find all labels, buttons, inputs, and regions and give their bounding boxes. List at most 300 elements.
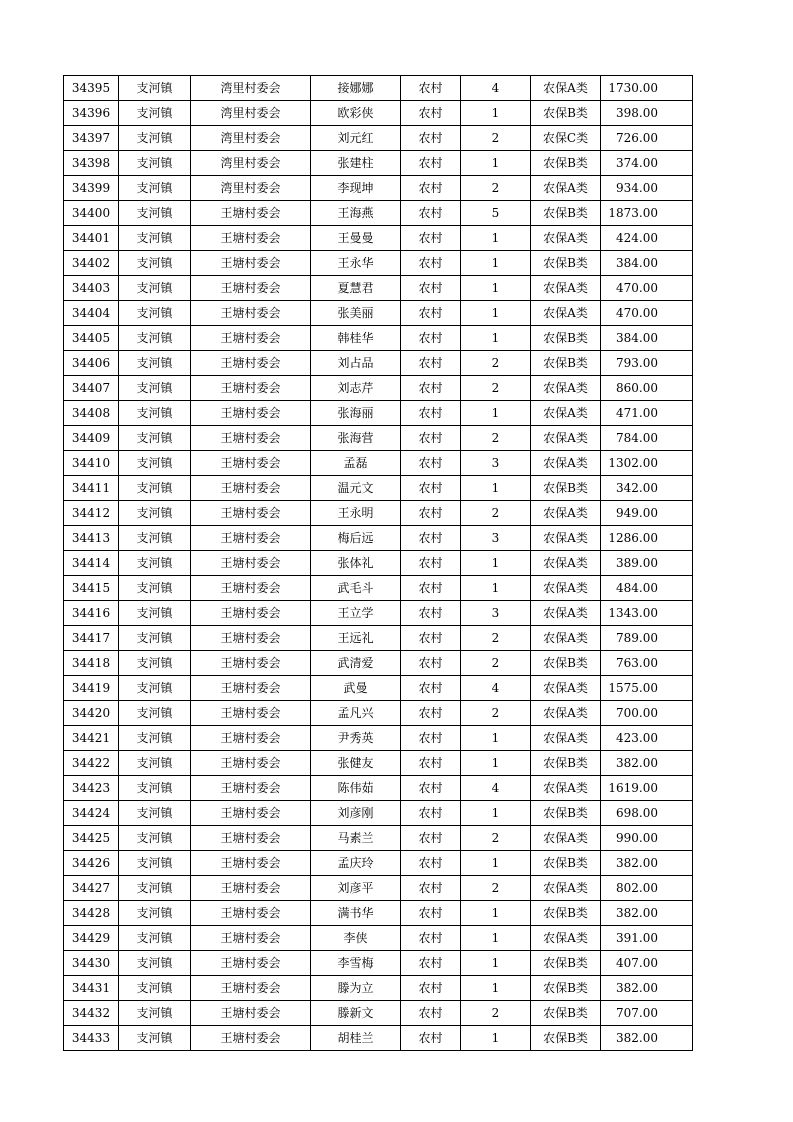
cell-name: 刘占品 (311, 351, 401, 376)
cell-serial: 34424 (64, 801, 119, 826)
cell-amount: 407.00 (601, 951, 693, 976)
cell-town: 支河镇 (119, 251, 191, 276)
cell-serial: 34409 (64, 426, 119, 451)
cell-town: 支河镇 (119, 976, 191, 1001)
cell-village: 王塘村委会 (191, 751, 311, 776)
cell-residence_type: 农村 (401, 1001, 461, 1026)
cell-residence_type: 农村 (401, 676, 461, 701)
cell-person_count: 4 (461, 676, 531, 701)
cell-serial: 34413 (64, 526, 119, 551)
cell-village: 王塘村委会 (191, 526, 311, 551)
cell-village: 湾里村委会 (191, 176, 311, 201)
cell-name: 滕新文 (311, 1001, 401, 1026)
cell-insurance_category: 农保B类 (531, 801, 601, 826)
cell-name: 张体礼 (311, 551, 401, 576)
cell-town: 支河镇 (119, 301, 191, 326)
cell-name: 夏慧君 (311, 276, 401, 301)
cell-village: 王塘村委会 (191, 976, 311, 1001)
cell-town: 支河镇 (119, 601, 191, 626)
cell-serial: 34425 (64, 826, 119, 851)
cell-name: 刘彦刚 (311, 801, 401, 826)
cell-person_count: 1 (461, 851, 531, 876)
cell-name: 马素兰 (311, 826, 401, 851)
table-row (64, 726, 693, 751)
cell-residence_type: 农村 (401, 101, 461, 126)
cell-residence_type: 农村 (401, 451, 461, 476)
cell-residence_type: 农村 (401, 626, 461, 651)
cell-name: 王曼曼 (311, 226, 401, 251)
cell-serial: 34406 (64, 351, 119, 376)
table-row (64, 601, 693, 626)
cell-amount: 784.00 (601, 426, 693, 451)
cell-insurance_category: 农保A类 (531, 176, 601, 201)
cell-insurance_category: 农保A类 (531, 826, 601, 851)
cell-person_count: 1 (461, 276, 531, 301)
cell-amount: 384.00 (601, 251, 693, 276)
cell-amount: 382.00 (601, 851, 693, 876)
cell-village: 王塘村委会 (191, 251, 311, 276)
cell-town: 支河镇 (119, 151, 191, 176)
table-row (64, 476, 693, 501)
cell-residence_type: 农村 (401, 526, 461, 551)
cell-amount: 389.00 (601, 551, 693, 576)
cell-name: 孟庆玲 (311, 851, 401, 876)
cell-insurance_category: 农保B类 (531, 151, 601, 176)
cell-insurance_category: 农保B类 (531, 1026, 601, 1051)
table-row (64, 501, 693, 526)
table-row (64, 626, 693, 651)
cell-serial: 34433 (64, 1026, 119, 1051)
cell-amount: 1730.00 (601, 76, 693, 101)
cell-insurance_category: 农保B类 (531, 901, 601, 926)
cell-village: 王塘村委会 (191, 951, 311, 976)
cell-insurance_category: 农保A类 (531, 676, 601, 701)
cell-residence_type: 农村 (401, 726, 461, 751)
cell-town: 支河镇 (119, 851, 191, 876)
cell-serial: 34405 (64, 326, 119, 351)
cell-person_count: 1 (461, 576, 531, 601)
cell-name: 武毛斗 (311, 576, 401, 601)
cell-insurance_category: 农保B类 (531, 476, 601, 501)
cell-name: 张美丽 (311, 301, 401, 326)
table-row (64, 801, 693, 826)
cell-village: 王塘村委会 (191, 426, 311, 451)
cell-town: 支河镇 (119, 501, 191, 526)
cell-residence_type: 农村 (401, 551, 461, 576)
table-row (64, 751, 693, 776)
cell-residence_type: 农村 (401, 1026, 461, 1051)
cell-person_count: 4 (461, 776, 531, 801)
cell-amount: 763.00 (601, 651, 693, 676)
table-row (64, 151, 693, 176)
cell-residence_type: 农村 (401, 901, 461, 926)
cell-serial: 34397 (64, 126, 119, 151)
cell-person_count: 2 (461, 1001, 531, 1026)
cell-serial: 34418 (64, 651, 119, 676)
cell-serial: 34402 (64, 251, 119, 276)
cell-village: 王塘村委会 (191, 551, 311, 576)
cell-residence_type: 农村 (401, 576, 461, 601)
table-row (64, 326, 693, 351)
table-row (64, 351, 693, 376)
cell-amount: 789.00 (601, 626, 693, 651)
cell-residence_type: 农村 (401, 851, 461, 876)
cell-town: 支河镇 (119, 176, 191, 201)
cell-town: 支河镇 (119, 776, 191, 801)
table-row (64, 426, 693, 451)
cell-serial: 34415 (64, 576, 119, 601)
table-row (64, 76, 693, 101)
cell-town: 支河镇 (119, 101, 191, 126)
cell-residence_type: 农村 (401, 876, 461, 901)
cell-village: 王塘村委会 (191, 901, 311, 926)
cell-amount: 1619.00 (601, 776, 693, 801)
cell-person_count: 2 (461, 176, 531, 201)
cell-insurance_category: 农保B类 (531, 351, 601, 376)
cell-name: 张建柱 (311, 151, 401, 176)
cell-amount: 424.00 (601, 226, 693, 251)
cell-amount: 471.00 (601, 401, 693, 426)
cell-town: 支河镇 (119, 276, 191, 301)
table-row (64, 551, 693, 576)
cell-person_count: 2 (461, 651, 531, 676)
cell-name: 李现坤 (311, 176, 401, 201)
cell-person_count: 1 (461, 926, 531, 951)
cell-village: 王塘村委会 (191, 651, 311, 676)
cell-person_count: 3 (461, 451, 531, 476)
cell-town: 支河镇 (119, 1001, 191, 1026)
cell-person_count: 3 (461, 526, 531, 551)
table-row (64, 401, 693, 426)
cell-insurance_category: 农保A类 (531, 501, 601, 526)
cell-amount: 860.00 (601, 376, 693, 401)
cell-person_count: 1 (461, 401, 531, 426)
cell-insurance_category: 农保C类 (531, 126, 601, 151)
cell-serial: 34426 (64, 851, 119, 876)
table-row (64, 876, 693, 901)
cell-town: 支河镇 (119, 76, 191, 101)
cell-residence_type: 农村 (401, 151, 461, 176)
cell-person_count: 3 (461, 601, 531, 626)
cell-person_count: 1 (461, 101, 531, 126)
cell-amount: 698.00 (601, 801, 693, 826)
cell-person_count: 1 (461, 726, 531, 751)
cell-serial: 34395 (64, 76, 119, 101)
cell-person_count: 1 (461, 251, 531, 276)
cell-amount: 484.00 (601, 576, 693, 601)
table-row (64, 926, 693, 951)
cell-amount: 1575.00 (601, 676, 693, 701)
cell-village: 湾里村委会 (191, 101, 311, 126)
cell-serial: 34396 (64, 101, 119, 126)
cell-insurance_category: 农保A类 (531, 401, 601, 426)
cell-town: 支河镇 (119, 526, 191, 551)
cell-residence_type: 农村 (401, 801, 461, 826)
cell-amount: 949.00 (601, 501, 693, 526)
cell-insurance_category: 农保A类 (531, 526, 601, 551)
cell-residence_type: 农村 (401, 276, 461, 301)
cell-person_count: 5 (461, 201, 531, 226)
cell-village: 王塘村委会 (191, 576, 311, 601)
cell-town: 支河镇 (119, 451, 191, 476)
cell-residence_type: 农村 (401, 426, 461, 451)
cell-person_count: 1 (461, 476, 531, 501)
cell-town: 支河镇 (119, 376, 191, 401)
cell-serial: 34421 (64, 726, 119, 751)
cell-residence_type: 农村 (401, 201, 461, 226)
cell-amount: 382.00 (601, 751, 693, 776)
cell-village: 王塘村委会 (191, 226, 311, 251)
cell-amount: 382.00 (601, 1026, 693, 1051)
cell-person_count: 2 (461, 876, 531, 901)
cell-village: 王塘村委会 (191, 451, 311, 476)
cell-name: 孟凡兴 (311, 701, 401, 726)
cell-amount: 382.00 (601, 901, 693, 926)
table-row (64, 126, 693, 151)
cell-town: 支河镇 (119, 801, 191, 826)
cell-village: 王塘村委会 (191, 826, 311, 851)
cell-village: 王塘村委会 (191, 1026, 311, 1051)
cell-amount: 342.00 (601, 476, 693, 501)
table-row (64, 676, 693, 701)
cell-serial: 34414 (64, 551, 119, 576)
cell-residence_type: 农村 (401, 326, 461, 351)
cell-insurance_category: 农保A类 (531, 926, 601, 951)
cell-insurance_category: 农保A类 (531, 451, 601, 476)
cell-village: 王塘村委会 (191, 326, 311, 351)
records-table-body (64, 76, 693, 1051)
table-row (64, 776, 693, 801)
cell-amount: 990.00 (601, 826, 693, 851)
table-row (64, 576, 693, 601)
cell-amount: 1873.00 (601, 201, 693, 226)
cell-town: 支河镇 (119, 551, 191, 576)
cell-town: 支河镇 (119, 826, 191, 851)
cell-serial: 34407 (64, 376, 119, 401)
table-row (64, 901, 693, 926)
cell-village: 王塘村委会 (191, 476, 311, 501)
cell-serial: 34404 (64, 301, 119, 326)
cell-town: 支河镇 (119, 426, 191, 451)
table-row (64, 851, 693, 876)
cell-village: 王塘村委会 (191, 876, 311, 901)
cell-serial: 34422 (64, 751, 119, 776)
cell-person_count: 2 (461, 126, 531, 151)
cell-name: 胡桂兰 (311, 1026, 401, 1051)
cell-insurance_category: 农保A类 (531, 576, 601, 601)
cell-town: 支河镇 (119, 951, 191, 976)
cell-village: 王塘村委会 (191, 276, 311, 301)
cell-amount: 1286.00 (601, 526, 693, 551)
table-row (64, 526, 693, 551)
cell-village: 王塘村委会 (191, 301, 311, 326)
cell-town: 支河镇 (119, 351, 191, 376)
cell-insurance_category: 农保A类 (531, 626, 601, 651)
cell-residence_type: 农村 (401, 476, 461, 501)
cell-person_count: 2 (461, 426, 531, 451)
cell-amount: 1302.00 (601, 451, 693, 476)
cell-town: 支河镇 (119, 576, 191, 601)
cell-name: 武曼 (311, 676, 401, 701)
cell-name: 梅后远 (311, 526, 401, 551)
cell-village: 王塘村委会 (191, 1001, 311, 1026)
cell-village: 王塘村委会 (191, 376, 311, 401)
cell-name: 满书华 (311, 901, 401, 926)
cell-name: 张海丽 (311, 401, 401, 426)
cell-residence_type: 农村 (401, 251, 461, 276)
cell-residence_type: 农村 (401, 376, 461, 401)
cell-residence_type: 农村 (401, 126, 461, 151)
table-row (64, 651, 693, 676)
cell-town: 支河镇 (119, 401, 191, 426)
cell-residence_type: 农村 (401, 301, 461, 326)
cell-name: 张健友 (311, 751, 401, 776)
cell-name: 尹秀英 (311, 726, 401, 751)
cell-serial: 34427 (64, 876, 119, 901)
cell-person_count: 1 (461, 226, 531, 251)
table-row (64, 276, 693, 301)
cell-person_count: 2 (461, 376, 531, 401)
cell-amount: 423.00 (601, 726, 693, 751)
cell-amount: 700.00 (601, 701, 693, 726)
cell-village: 王塘村委会 (191, 501, 311, 526)
cell-serial: 34420 (64, 701, 119, 726)
cell-insurance_category: 农保A类 (531, 776, 601, 801)
cell-village: 王塘村委会 (191, 726, 311, 751)
cell-village: 王塘村委会 (191, 851, 311, 876)
table-row (64, 376, 693, 401)
table-row (64, 701, 693, 726)
cell-amount: 470.00 (601, 301, 693, 326)
cell-person_count: 1 (461, 551, 531, 576)
cell-town: 支河镇 (119, 901, 191, 926)
cell-name: 刘彦平 (311, 876, 401, 901)
cell-person_count: 1 (461, 976, 531, 1001)
cell-serial: 34431 (64, 976, 119, 1001)
cell-serial: 34419 (64, 676, 119, 701)
cell-name: 刘志芹 (311, 376, 401, 401)
cell-person_count: 1 (461, 326, 531, 351)
cell-serial: 34403 (64, 276, 119, 301)
cell-name: 滕为立 (311, 976, 401, 1001)
cell-amount: 391.00 (601, 926, 693, 951)
cell-town: 支河镇 (119, 701, 191, 726)
cell-town: 支河镇 (119, 751, 191, 776)
cell-insurance_category: 农保B类 (531, 651, 601, 676)
cell-amount: 470.00 (601, 276, 693, 301)
cell-residence_type: 农村 (401, 701, 461, 726)
cell-village: 王塘村委会 (191, 201, 311, 226)
cell-town: 支河镇 (119, 1026, 191, 1051)
cell-name: 王永华 (311, 251, 401, 276)
cell-town: 支河镇 (119, 651, 191, 676)
cell-amount: 726.00 (601, 126, 693, 151)
cell-insurance_category: 农保A类 (531, 701, 601, 726)
cell-insurance_category: 农保B类 (531, 851, 601, 876)
cell-person_count: 4 (461, 76, 531, 101)
cell-insurance_category: 农保A类 (531, 876, 601, 901)
cell-insurance_category: 农保A类 (531, 551, 601, 576)
cell-insurance_category: 农保A类 (531, 76, 601, 101)
cell-residence_type: 农村 (401, 976, 461, 1001)
cell-village: 王塘村委会 (191, 676, 311, 701)
records-table (63, 75, 693, 1051)
cell-residence_type: 农村 (401, 926, 461, 951)
cell-serial: 34398 (64, 151, 119, 176)
cell-village: 湾里村委会 (191, 76, 311, 101)
cell-serial: 34430 (64, 951, 119, 976)
cell-serial: 34411 (64, 476, 119, 501)
cell-serial: 34432 (64, 1001, 119, 1026)
cell-serial: 34401 (64, 226, 119, 251)
table-row (64, 176, 693, 201)
cell-village: 王塘村委会 (191, 401, 311, 426)
cell-name: 王立学 (311, 601, 401, 626)
cell-person_count: 2 (461, 826, 531, 851)
cell-residence_type: 农村 (401, 176, 461, 201)
cell-name: 李雪梅 (311, 951, 401, 976)
table-row (64, 101, 693, 126)
cell-insurance_category: 农保B类 (531, 251, 601, 276)
cell-amount: 374.00 (601, 151, 693, 176)
cell-person_count: 1 (461, 751, 531, 776)
cell-town: 支河镇 (119, 476, 191, 501)
cell-amount: 1343.00 (601, 601, 693, 626)
cell-residence_type: 农村 (401, 651, 461, 676)
cell-town: 支河镇 (119, 626, 191, 651)
cell-person_count: 1 (461, 801, 531, 826)
cell-town: 支河镇 (119, 226, 191, 251)
cell-name: 欧彩侠 (311, 101, 401, 126)
cell-town: 支河镇 (119, 201, 191, 226)
cell-amount: 382.00 (601, 976, 693, 1001)
cell-name: 刘元红 (311, 126, 401, 151)
cell-serial: 34428 (64, 901, 119, 926)
cell-name: 陈伟茹 (311, 776, 401, 801)
cell-person_count: 1 (461, 301, 531, 326)
cell-residence_type: 农村 (401, 351, 461, 376)
table-row (64, 201, 693, 226)
cell-town: 支河镇 (119, 926, 191, 951)
cell-person_count: 1 (461, 901, 531, 926)
cell-residence_type: 农村 (401, 226, 461, 251)
table-row (64, 301, 693, 326)
cell-person_count: 2 (461, 351, 531, 376)
cell-serial: 34416 (64, 601, 119, 626)
cell-town: 支河镇 (119, 676, 191, 701)
cell-insurance_category: 农保A类 (531, 601, 601, 626)
cell-amount: 398.00 (601, 101, 693, 126)
cell-amount: 384.00 (601, 326, 693, 351)
cell-town: 支河镇 (119, 326, 191, 351)
cell-amount: 707.00 (601, 1001, 693, 1026)
cell-insurance_category: 农保A类 (531, 426, 601, 451)
table-row (64, 826, 693, 851)
cell-residence_type: 农村 (401, 776, 461, 801)
cell-name: 张海营 (311, 426, 401, 451)
cell-town: 支河镇 (119, 126, 191, 151)
cell-insurance_category: 农保A类 (531, 376, 601, 401)
cell-serial: 34399 (64, 176, 119, 201)
cell-village: 王塘村委会 (191, 801, 311, 826)
table-row (64, 951, 693, 976)
cell-person_count: 2 (461, 701, 531, 726)
cell-serial: 34410 (64, 451, 119, 476)
cell-insurance_category: 农保B类 (531, 101, 601, 126)
cell-person_count: 1 (461, 951, 531, 976)
cell-insurance_category: 农保B类 (531, 326, 601, 351)
cell-name: 韩桂华 (311, 326, 401, 351)
